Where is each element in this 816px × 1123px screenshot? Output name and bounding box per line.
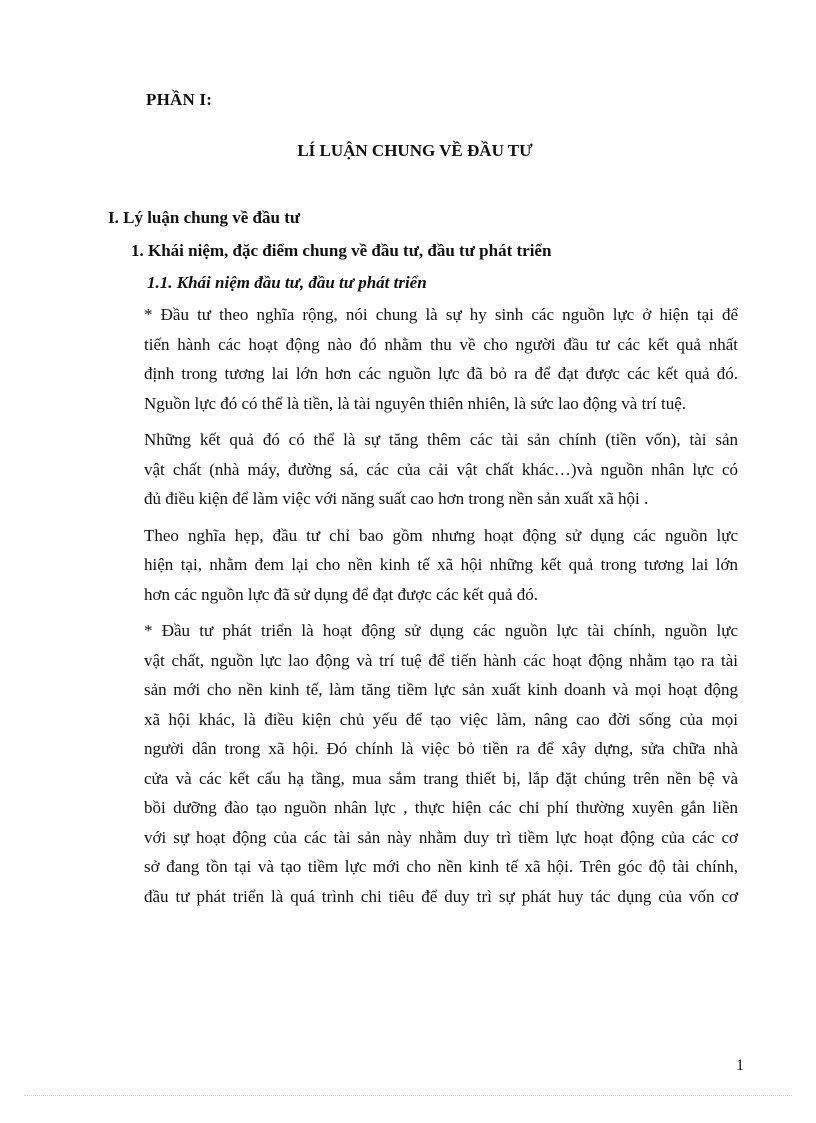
text-line: đủ điều kiện để làm việc với năng suất cao hơn trong nền sản xuất xã hội .	[144, 489, 649, 508]
paragraph-2	[108, 425, 738, 514]
text-line: vật chất, nguồn lực lao động và trí tuệ để tiến hành các hoạt động nhằm tạo ra tài	[144, 650, 738, 670]
footer-divider	[24, 1095, 792, 1096]
text-line: Nguồn lực đó có thể là tiền, là tài nguyên thiên nhiên, là sức lao động và trí tuệ.	[144, 393, 686, 413]
text-line: tiến hành các hoạt động nào đó nhằm thu về cho người đầu tư các kết quả nhất	[144, 334, 738, 354]
text-line: hơn các nguồn lực đã sử dụng để đạt được các kết quả đó.	[144, 584, 538, 604]
subsubsection-heading: 1.1. Khái niệm đầu tư, đầu tư phát triển	[147, 273, 427, 292]
text-line: xã hội khác, là điều kiện chủ yếu để tạo việc làm, nâng cao đời sống của mọi	[144, 709, 738, 729]
text-line: * Đầu tư theo nghĩa rộng, nói chung là sự hy sinh các nguồn lực ở hiện tại để	[144, 305, 738, 324]
text-line: Theo nghĩa hẹp, đầu tư chỉ bao gồm nhưng hoạt động sử dụng các nguồn lực	[144, 525, 738, 545]
paragraph-1	[108, 300, 738, 418]
paragraph-4	[108, 616, 738, 911]
subsection-heading: 1. Khái niệm, đặc điểm chung về đầu tư, đầu tư phát triển	[131, 241, 552, 260]
page-title: LÍ LUẬN CHUNG VỀ ĐẦU TƯ	[297, 141, 533, 160]
text-line: sản mới cho nền kinh tế, làm tăng tiềm lực sản xuất kinh doanh và mọi hoạt động	[144, 680, 738, 699]
part-label: PHẦN I:	[146, 90, 213, 109]
text-line: bồi dưỡng đào tạo nguồn nhân lực , thực hiện các chi phí thường xuyên gắn liền	[144, 798, 738, 817]
text-line: cửa và các kết cấu hạ tầng, mua sắm trang thiết bị, lắp đặt chúng trên nền bệ và	[144, 768, 738, 788]
text-line: * Đầu tư phát triển là hoạt động sử dụng các nguồn lực tài chính, nguồn lực	[144, 621, 738, 640]
text-line: người dân trong xã hội. Đó chính là việc bỏ tiền ra để xây dựng, sửa chữa nhà	[144, 739, 738, 758]
text-line: với sự hoạt động của các tài sản này nhằm duy trì tiềm lực hoạt động của các cơ	[144, 827, 738, 847]
text-line: định trong tương lai lớn hơn các nguồn lực đã bỏ ra để đạt được các kết quả đó.	[144, 364, 738, 383]
text-line: Những kết quả đó có thể là sự tăng thêm các tài sản chính (tiền vốn), tài sản	[144, 430, 738, 449]
text-line: vật chất (nhà máy, đường sá, các của cải vật chất khác…)và nguồn nhân lực có	[144, 459, 738, 479]
text-line: đầu tư phát triển là quá trình chi tiêu để duy trì sự phát huy tác dụng của vốn cơ	[144, 886, 738, 906]
section-heading: I. Lý luận chung về đầu tư	[108, 208, 301, 227]
paragraph-3	[108, 521, 738, 610]
text-line: hiện tại, nhằm đem lại cho nền kinh tế xã hội những kết quả trong tương lai lớn	[144, 555, 738, 574]
text-line: sở đang tồn tại và tạo tiềm lực mới cho nền kinh tế xã hội. Trên góc độ tài chính,	[144, 857, 738, 876]
page-number: 1	[736, 1057, 744, 1074]
body-text	[108, 300, 738, 918]
